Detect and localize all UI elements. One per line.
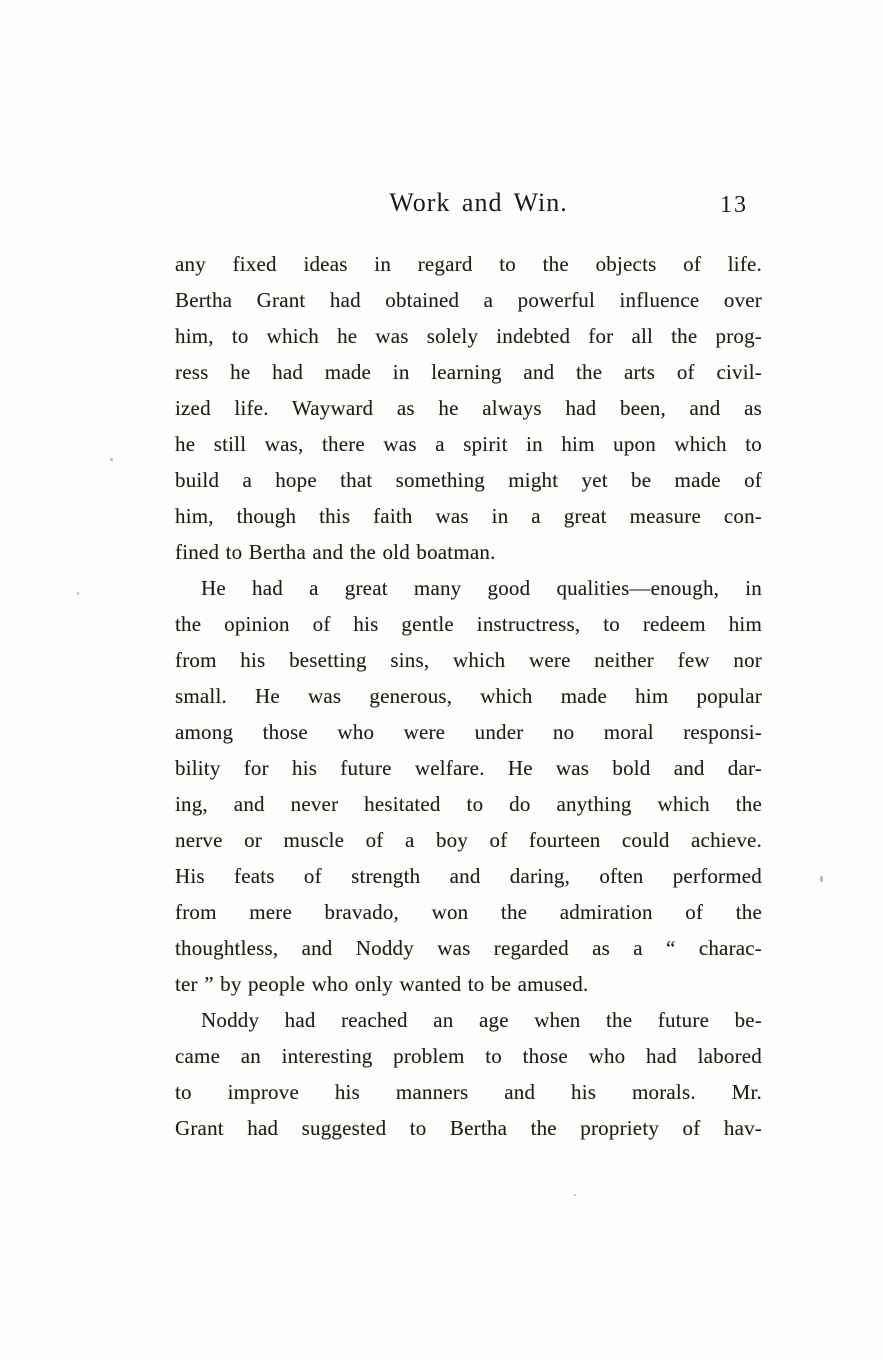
running-title: Work and Win. (389, 188, 568, 217)
text-line: from his besetting sins, which were neither few nor (175, 648, 762, 672)
scan-speck (110, 458, 113, 461)
text-line: ing, and never hesitated to do anything which the (175, 792, 762, 816)
text-line: Noddy had reached an age when the future be- (201, 1008, 762, 1032)
text-line: any fixed ideas in regard to the objects of life. (175, 252, 762, 276)
text-line: small. He was generous, which made him popular (175, 684, 762, 708)
text-line: came an interesting problem to those who had labored (175, 1044, 762, 1068)
text-line: among those who were under no moral responsi- (175, 720, 762, 744)
text-line: he still was, there was a spirit in him upon which to (175, 432, 762, 456)
text-line: He had a great many good qualities—enough, in (201, 576, 762, 600)
text-line: him, to which he was solely indebted for all the prog- (175, 324, 762, 348)
text-line: thoughtless, and Noddy was regarded as a “ charac- (175, 936, 762, 960)
scan-speck (77, 592, 79, 595)
text-line: ized life. Wayward as he always had been, and as (175, 396, 762, 420)
text-line: ress he had made in learning and the arts of civil- (175, 360, 762, 384)
scan-speck (820, 876, 823, 882)
scan-speck (574, 1194, 576, 1196)
text-line: Grant had suggested to Bertha the propriety of hav- (175, 1116, 762, 1140)
text-line: from mere bravado, won the admiration of the (175, 900, 762, 924)
text-line: build a hope that something might yet be made of (175, 468, 762, 492)
text-line: to improve his manners and his morals. Mr. (175, 1080, 762, 1104)
text-line: the opinion of his gentle instructress, to redeem him (175, 612, 762, 636)
page-number: 13 (720, 192, 748, 218)
paragraph (175, 570, 762, 1002)
paragraph (175, 1002, 762, 1146)
page-header (175, 188, 762, 218)
paragraph (175, 246, 762, 570)
text-line: fined to Bertha and the old boatman. (175, 540, 496, 564)
text-line: bility for his future welfare. He was bold and dar- (175, 756, 762, 780)
text-block (175, 246, 762, 1146)
text-line: ter ” by people who only wanted to be amused. (175, 972, 589, 996)
text-line: His feats of strength and daring, often performed (175, 864, 762, 888)
text-line: nerve or muscle of a boy of fourteen could achieve. (175, 828, 762, 852)
text-line: him, though this faith was in a great measure con- (175, 504, 762, 528)
text-line: Bertha Grant had obtained a powerful influence over (175, 288, 762, 312)
